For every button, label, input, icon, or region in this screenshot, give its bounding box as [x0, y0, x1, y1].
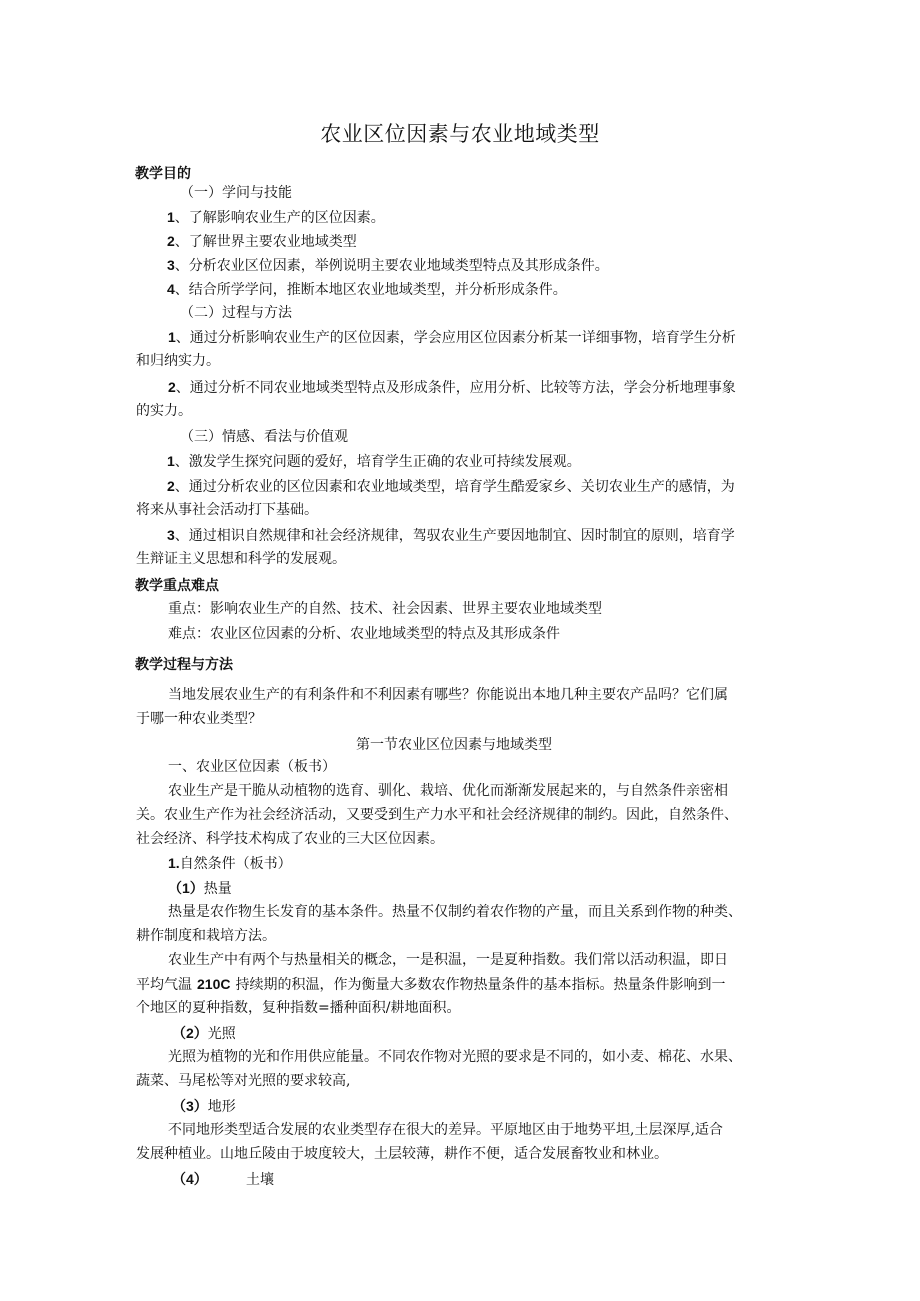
topic-heading: （1）热量 — [168, 880, 232, 897]
paragraph-continued: 社会经济、科学技术构成了农业的三大区位因素。 — [136, 831, 444, 847]
process-item: 2、通过分析不同农业地域类型特点及形成条件，应用分析、比较等方法，学会分析地理事象 — [168, 379, 736, 396]
goal-item: 3、分析农业区位因素，举例说明主要农业地域类型特点及其形成条件。 — [167, 257, 609, 274]
process-item-continued: 的实力。 — [136, 403, 192, 419]
goal-item: 2、了解世界主要农业地域类型 — [167, 233, 357, 250]
intro-paragraph: 当地发展农业生产的有利条件和不利因素有哪些？你能说出本地几种主要农产品吗？它们属 — [168, 687, 728, 703]
values-item: 2、通过分析农业的区位因素和农业地域类型，培育学生酷爱家乡、关切农业生产的感情，为 — [167, 478, 735, 495]
paragraph-continued: 发展种植业。山地丘陵由于坡度较大，土层较薄，耕作不便，适合发展畜牧业和林业。 — [136, 1146, 668, 1162]
topic-heading: （3）地形 — [172, 1098, 236, 1115]
topic-heading: （4） 土壤 — [172, 1171, 274, 1188]
key-difficulty: 难点：农业区位因素的分析、农业地域类型的特点及其形成条件 — [168, 626, 560, 642]
section-title: 第一节农业区位因素与地域类型 — [356, 737, 552, 753]
paragraph-continued: 关。农业生产作为社会经济活动，又要受到生产力水平和社会经济规律的制约。因此，自然条件、 — [136, 807, 738, 823]
subsection-heading: 1.自然条件（板书） — [168, 855, 292, 872]
paragraph-continued: 蔬菜、马尾松等对光照的要求较高, — [136, 1073, 351, 1089]
paragraph: 热量是农作物生长发育的基本条件。热量不仅制约着农作物的产量，而且关系到作物的种类、 — [168, 904, 742, 920]
heading-teaching-goals: 教学目的 — [135, 166, 191, 182]
subheading-knowledge-skills: （一）学问与技能 — [180, 185, 292, 201]
goal-item: 1、了解影响农业生产的区位因素。 — [167, 209, 385, 226]
paragraph: 光照为植物的光和作用供应能量。不同农作物对光照的要求是不同的，如小麦、棉花、水果、 — [168, 1049, 742, 1065]
part-heading: 一、农业区位因素（板书） — [168, 759, 336, 775]
process-item-continued: 和归纳实力。 — [136, 353, 220, 369]
values-item: 1、激发学生探究问题的爱好，培育学生正确的农业可持续发展观。 — [167, 453, 581, 470]
goal-item: 4、结合所学学问，推断本地区农业地域类型，并分析形成条件。 — [167, 281, 567, 298]
paragraph: 农业生产中有两个与热量相关的概念，一是积温，一是夏种指数。我们常以活动积温，即日 — [168, 952, 728, 968]
process-item: 1、通过分析影响农业生产的区位因素，学会应用区位因素分析某一详细事物，培育学生分析 — [168, 329, 736, 346]
paragraph: 农业生产是干脆从动植物的选育、驯化、栽培、优化而渐渐发展起来的，与自然条件亲密相 — [168, 783, 728, 799]
paragraph-continued: 平均气温 210C 持续期的积温，作为衡量大多数农作物热量条件的基本指标。热量条件影响到一 — [136, 976, 726, 993]
values-item-continued: 生辩证主义思想和科学的发展观。 — [136, 551, 346, 567]
values-item: 3、通过相识自然规律和社会经济规律，驾驭农业生产要因地制宜、因时制宜的原则，培育学 — [167, 527, 735, 544]
subheading-process-methods: （二）过程与方法 — [180, 305, 292, 321]
key-focus: 重点：影响农业生产的自然、技术、社会因素、世界主要农业地域类型 — [168, 601, 602, 617]
subheading-emotion-values: （三）情感、看法与价值观 — [180, 429, 348, 445]
paragraph-continued: 耕作制度和栽培方法。 — [136, 928, 276, 944]
page-title: 农业区位因素与农业地域类型 — [320, 122, 600, 146]
values-item-continued: 将来从事社会活动打下基础。 — [136, 502, 318, 518]
paragraph-continued: 个地区的夏种指数，复种指数=播种面积/耕地面积。 — [136, 1000, 461, 1016]
intro-paragraph-continued: 于哪一种农业类型？ — [136, 711, 262, 727]
heading-teaching-process: 教学过程与方法 — [135, 657, 233, 673]
heading-key-points: 教学重点难点 — [135, 578, 219, 594]
paragraph: 不同地形类型适合发展的农业类型存在很大的差异。平原地区由于地势平坦,土层深厚,适合 — [168, 1122, 723, 1138]
topic-heading: （2）光照 — [172, 1025, 236, 1042]
